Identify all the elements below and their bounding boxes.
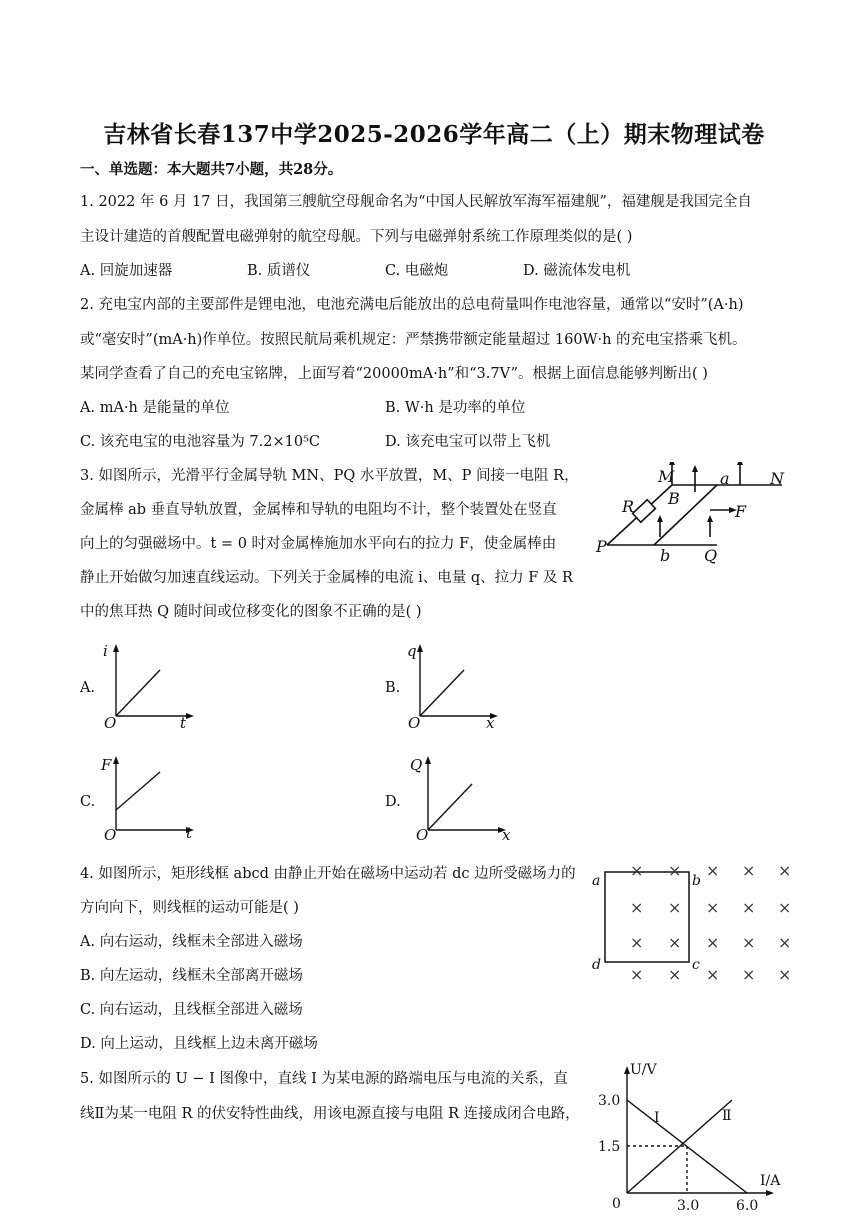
q5-line2: 线Ⅱ为某一电阻 R 的伏安特性曲线，用该电源直接与电阻 R 连接成闭合电路，: [80, 1106, 580, 1122]
coil-label-a: a: [592, 873, 601, 889]
field-cross: ×: [668, 898, 682, 917]
q1-line2: 主设计建造的首艘配置电磁弹射的航空母舰。下列与电磁弹射系统工作原理类似的是( ): [80, 229, 633, 245]
field-cross: ×: [706, 933, 720, 952]
origin-label: 0: [612, 1196, 621, 1212]
line-ii: [627, 1100, 732, 1193]
field-cross: ×: [630, 965, 644, 984]
q3-option-d-label: D.: [385, 794, 401, 810]
q2-option-a: A. mA·h 是能量的单位: [80, 400, 230, 416]
q4-line1: 4. 如图所示，矩形线框 abcd 由静止开始在磁场中运动若 dc 边所受磁场力的: [80, 866, 576, 882]
q3-rail-diagram: [592, 462, 792, 572]
xtick-3: 3.0: [677, 1198, 700, 1214]
field-cross: ×: [778, 933, 792, 952]
q4-option-c: C. 向右运动，且线框全部进入磁场: [80, 1002, 303, 1018]
field-cross: ×: [706, 861, 720, 880]
field-cross: ×: [742, 861, 756, 880]
q2-option-b: B. W·h 是功率的单位: [385, 400, 526, 416]
field-cross: ×: [630, 933, 644, 952]
graph-a-ylabel: i: [103, 642, 108, 660]
q3-graph-d: [402, 752, 517, 842]
q4-option-a: A. 向右运动，线框未全部进入磁场: [80, 934, 303, 950]
q4-line2: 方向向下，则线框的运动可能是( ): [80, 900, 299, 916]
axis-i-label: I/A: [760, 1173, 781, 1189]
coil-label-c: c: [692, 957, 700, 973]
label-m: M: [658, 467, 675, 486]
xtick-6: 6.0: [736, 1198, 759, 1214]
graph-c-origin: O: [104, 826, 117, 842]
q4-field-diagram: [588, 855, 798, 985]
q3-line1: 3. 如图所示，光滑平行金属导轨 MN、PQ 水平放置，M、P 间接一电阻 R，: [80, 468, 579, 484]
field-cross: ×: [630, 898, 644, 917]
label-f: F: [735, 502, 747, 521]
graph-a-origin: O: [104, 714, 117, 730]
line-ii-label: Ⅱ: [722, 1108, 732, 1124]
q2-option-c: C. 该充电宝的电池容量为 7.2×10⁵C: [80, 434, 320, 450]
label-p: P: [596, 537, 607, 556]
field-cross: ×: [778, 898, 792, 917]
graph-d-ylabel: Q: [410, 756, 423, 774]
graph-b-ylabel: q: [407, 642, 417, 660]
field-cross: ×: [778, 965, 792, 984]
label-n: N: [770, 469, 784, 488]
graph-d-origin: O: [416, 826, 429, 842]
field-cross: ×: [668, 965, 682, 984]
q1-option-c: C. 电磁炮: [385, 263, 449, 279]
q1-line1: 1. 2022 年 6 月 17 日，我国第三艘航空母舰命名为“中国人民解放军海军福建舰”，福建舰是我国完全自: [80, 194, 752, 210]
q2-line1: 2. 充电宝内部的主要部件是锂电池，电池充满电后能放出的总电荷量叫作电池容量，通常以“安时”(A·h): [80, 297, 744, 313]
q1-option-a: A. 回旋加速器: [80, 263, 173, 279]
label-r: R: [622, 497, 635, 516]
coil-label-b: b: [692, 873, 701, 889]
ytick-3: 3.0: [598, 1093, 621, 1109]
q3-line2: 金属棒 ab 垂直导轨放置，金属棒和导轨的电阻均不计，整个装置处在竖直: [80, 502, 557, 518]
field-cross: ×: [742, 933, 756, 952]
q3-line4: 静止开始做匀加速直线运动。下列关于金属棒的电流 i、电量 q、拉力 F 及 R: [80, 570, 573, 586]
q1-option-b: B. 质谱仪: [247, 263, 311, 279]
coil-label-d: d: [592, 957, 601, 973]
q2-line2: 或“毫安时”(mA·h)作单位。按照民航局乘机规定：严禁携带额定能量超过 160W·h 的充电宝搭乘飞机。: [80, 332, 747, 348]
exam-title: 吉林省长春137中学2025-2026学年高二（上）期末物理试卷: [103, 121, 765, 148]
graph-b-origin: O: [408, 714, 421, 730]
field-cross: ×: [706, 898, 720, 917]
q3-line5: 中的焦耳热 Q 随时间或位移变化的图象不正确的是( ): [80, 604, 422, 620]
graph-c-xlabel: t: [186, 824, 193, 842]
label-a: a: [720, 469, 730, 488]
label-b-field: B: [668, 489, 680, 508]
q5-line1: 5. 如图所示的 U − I 图像中，直线 I 为某电源的路端电压与电流的关系，直: [80, 1071, 568, 1087]
q2-option-d: D. 该充电宝可以带上飞机: [385, 434, 551, 450]
ytick-1-5: 1.5: [598, 1139, 621, 1155]
field-cross: ×: [668, 933, 682, 952]
q2-line3: 某同学查看了自己的充电宝铭牌，上面写着“20000mA·h”和“3.7V”。根据上面信息能够判断出( ): [80, 366, 708, 382]
field-cross: ×: [630, 861, 644, 880]
q3-option-c-label: C.: [80, 794, 96, 810]
graph-d-xlabel: x: [502, 826, 511, 842]
metal-rod-ab: [654, 485, 717, 545]
q3-graph-c: [100, 752, 210, 842]
field-cross: ×: [742, 965, 756, 984]
q3-line3: 向上的匀强磁场中。t = 0 时对金属棒施加水平向右的拉力 F，使金属棒由: [80, 536, 557, 552]
graph-b-xlabel: x: [486, 714, 495, 730]
q1-option-d: D. 磁流体发电机: [523, 263, 631, 279]
line-i-label: I: [654, 1110, 660, 1126]
graph-c-ylabel: F: [101, 756, 112, 774]
label-q: Q: [704, 546, 718, 565]
field-cross: ×: [668, 861, 682, 880]
q3-graph-b: [402, 640, 512, 730]
label-b-rod: b: [660, 546, 671, 565]
field-cross: ×: [778, 861, 792, 880]
section-heading: 一、单选题：本大题共7小题，共28分。: [80, 161, 343, 178]
graph-a-xlabel: t: [180, 714, 187, 730]
q3-option-b-label: B.: [385, 680, 401, 696]
field-cross: ×: [742, 898, 756, 917]
field-cross: ×: [706, 965, 720, 984]
magnetic-field-crosses: [630, 861, 791, 984]
q5-ui-graph: [590, 1058, 795, 1220]
axis-u-label: U/V: [630, 1062, 657, 1078]
q3-graph-a: [100, 640, 210, 730]
q4-option-d: D. 向上运动，且线框上边未离开磁场: [80, 1036, 318, 1052]
q3-option-a-label: A.: [80, 680, 96, 696]
q4-option-b: B. 向左运动，线框未全部离开磁场: [80, 968, 303, 984]
